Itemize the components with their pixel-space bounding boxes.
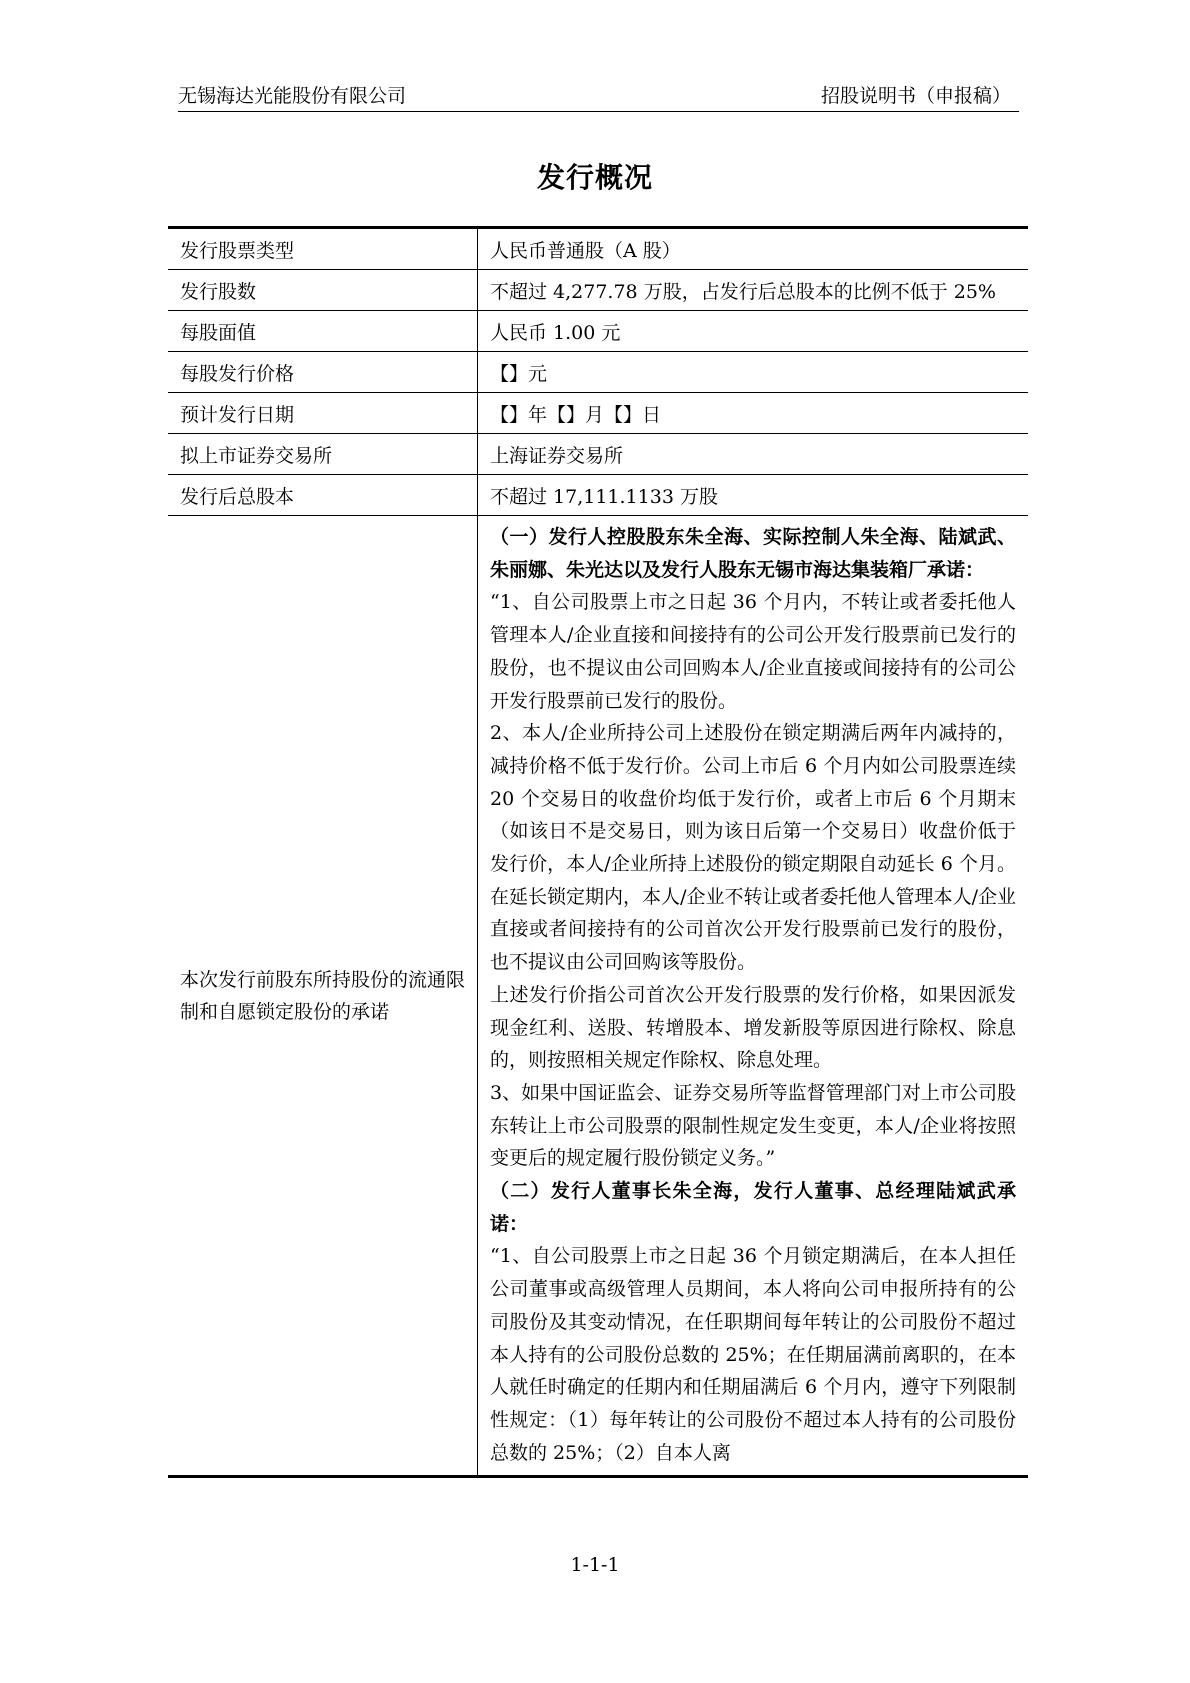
row-label: 发行股票类型 xyxy=(168,228,478,270)
table-row xyxy=(168,475,1028,516)
commitment-paragraph: 上述发行价指公司首次公开发行股票的发行价格，如果因派发现金红利、送股、转增股本、增发新股等原因进行除权、除息的，则按照相关规定作除权、除息处理。 xyxy=(490,983,1016,1072)
row-value: 【】年【】月【】日 xyxy=(478,393,1029,434)
row-value: 人民币 1.00 元 xyxy=(478,311,1029,352)
row-value: 不超过 17,111.1133 万股 xyxy=(478,475,1029,516)
commitment-paragraph: 3、如果中国证监会、证券交易所等监督管理部门对上市公司股东转让上市公司股票的限制性规定发生变更，本人/企业将按照变更后的规定履行股份锁定义务。” xyxy=(490,1081,1016,1170)
commitment-heading: （一）发行人控股股东朱全海、实际控制人朱全海、陆斌武、朱丽娜、朱光达以及发行人股东无锡市海达集装箱厂承诺： xyxy=(490,526,1016,581)
table-row xyxy=(168,228,1028,270)
table-row xyxy=(168,270,1028,311)
commitment-paragraph: 2、本人/企业所持公司上述股份在锁定期满后两年内减持的，减持价格不低于发行价。公司上市后 6 个月内如公司股票连续 20 个交易日的收盘价均低于发行价，或者上市后 6 个月期末（如该日不是交易日，则为该日后第一个交易日）收盘价低于发行价，本人/企业所持上述股份的锁定期限自动延长 6 个月。在延长锁定期内，本人/企业不转让或者委托他人管理本人/企业直接或者间接持有的公司首次公开发行股票前已发行的股份，也不提议由公司回购该等股份。 xyxy=(490,722,1016,974)
commitment-heading: （二）发行人董事长朱全海，发行人董事、总经理陆斌武承诺： xyxy=(490,1180,1016,1235)
page-title: 发行概况 xyxy=(536,161,653,194)
commitment-row xyxy=(168,516,1028,1477)
commitment-label: 本次发行前股东所持股份的流通限制和自愿锁定股份的承诺 xyxy=(168,516,478,1477)
issuance-overview-table xyxy=(168,226,1028,1478)
row-label: 每股面值 xyxy=(168,311,478,352)
commitment-paragraph: “1、自公司股票上市之日起 36 个月锁定期满后，在本人担任公司董事或高级管理人员期间，本人将向公司申报所持有的公司股份及其变动情况，在任职期间每年转让的公司股份不超过本人持有的公司股份总数的 25%；在任期届满前离职的，在本人就任时确定的任期内和任期届满后 6 个月内，遵守下列限制性规定：（1）每年转让的公司股份不超过本人持有的公司股份总数的 25%；（2）自本人离 xyxy=(490,1245,1016,1464)
row-label: 发行后总股本 xyxy=(168,475,478,516)
table-row xyxy=(168,434,1028,475)
document-type: 招股说明书（申报稿） xyxy=(820,85,1011,107)
row-value: 不超过 4,277.78 万股，占发行后总股本的比例不低于 25% xyxy=(478,270,1029,311)
row-value: 人民币普通股（A 股） xyxy=(478,228,1029,270)
row-value: 【】元 xyxy=(478,352,1029,393)
page-number: 1-1-1 xyxy=(570,1554,620,1576)
company-name: 无锡海达光能股份有限公司 xyxy=(178,85,407,107)
row-label: 拟上市证券交易所 xyxy=(168,434,478,475)
page-header xyxy=(178,79,1019,112)
row-label: 每股发行价格 xyxy=(168,352,478,393)
row-label: 预计发行日期 xyxy=(168,393,478,434)
commitment-text xyxy=(478,516,1029,1477)
table-row xyxy=(168,352,1028,393)
table-row xyxy=(168,393,1028,434)
row-label: 发行股数 xyxy=(168,270,478,311)
table-row xyxy=(168,311,1028,352)
commitment-paragraph: “1、自公司股票上市之日起 36 个月内，不转让或者委托他人管理本人/企业直接和间接持有的公司公开发行股票前已发行的股份，也不提议由公司回购本人/企业直接或间接持有的公司公开发行股票前已发行的股份。 xyxy=(490,591,1016,712)
row-value: 上海证券交易所 xyxy=(478,434,1029,475)
